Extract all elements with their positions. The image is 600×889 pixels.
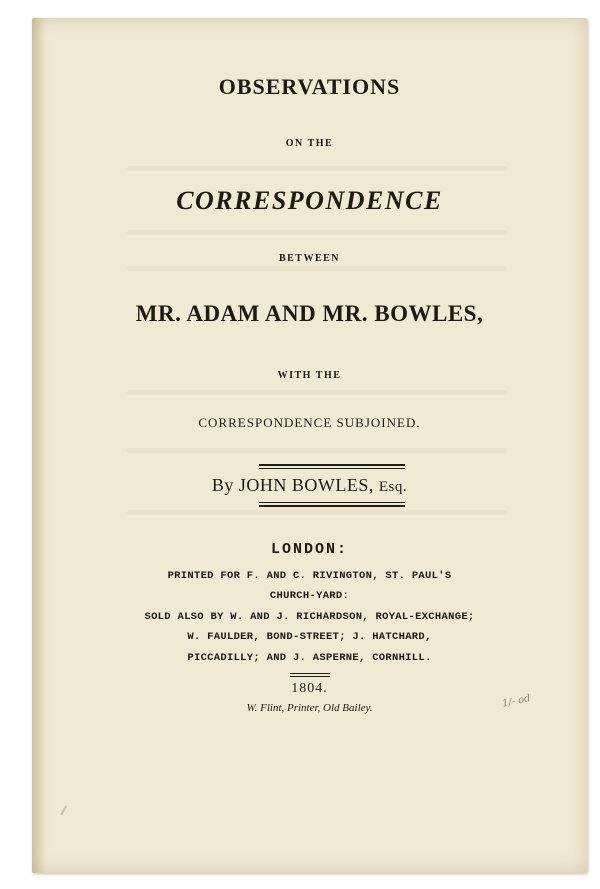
author-line [32,475,587,496]
imprint-line: PICCADILLY; AND J. ASPERNE, CORNHILL. [187,652,432,664]
printer-line: W. Flint, Printer, Old Bailey. [246,702,373,714]
show-through-line [127,230,507,235]
show-through-line [127,448,507,453]
page-tear [60,806,75,821]
publication-year: 1804. [291,681,328,696]
book-subject: CORRESPONDENCE [176,186,443,215]
correspondents: MR. ADAM AND MR. BOWLES, [135,301,484,326]
book-title: OBSERVATIONS [218,74,401,99]
imprint-city: LONDON: [270,541,348,558]
imprint-line: W. FAULDER, BOND-STREET; J. HATCHARD, [187,631,432,643]
thin-rule-bottom [259,502,405,503]
show-through-line [127,510,507,515]
imprint-line: SOLD ALSO BY W. AND J. RICHARDSON, ROYAL-EXCHANGE; [144,611,475,623]
thick-rule-bottom [259,505,405,507]
pencil-price-note: 1/- od [501,693,532,710]
show-through-line [127,390,507,395]
thick-rule-top [259,464,405,466]
author-by: By [211,475,234,495]
imprint-line: CHURCH-YARD: [269,590,350,602]
subtitle: CORRESPONDENCE SUBJOINED. [198,415,421,430]
title-connector-with-the: WITH THE [277,370,342,381]
thin-rule-top [259,468,405,469]
title-connector-between: BETWEEN [278,253,341,264]
show-through-line [127,266,507,271]
short-rule [290,676,330,677]
title-connector-on-the: ON THE [285,138,334,149]
show-through-line [127,166,507,171]
title-page [32,18,587,873]
imprint-line: PRINTED FOR F. AND C. RIVINGTON, ST. PAUL'S [167,570,452,582]
short-rule [290,673,330,674]
author-title: Esq. [378,479,408,495]
author-name: JOHN BOWLES, [238,475,374,495]
